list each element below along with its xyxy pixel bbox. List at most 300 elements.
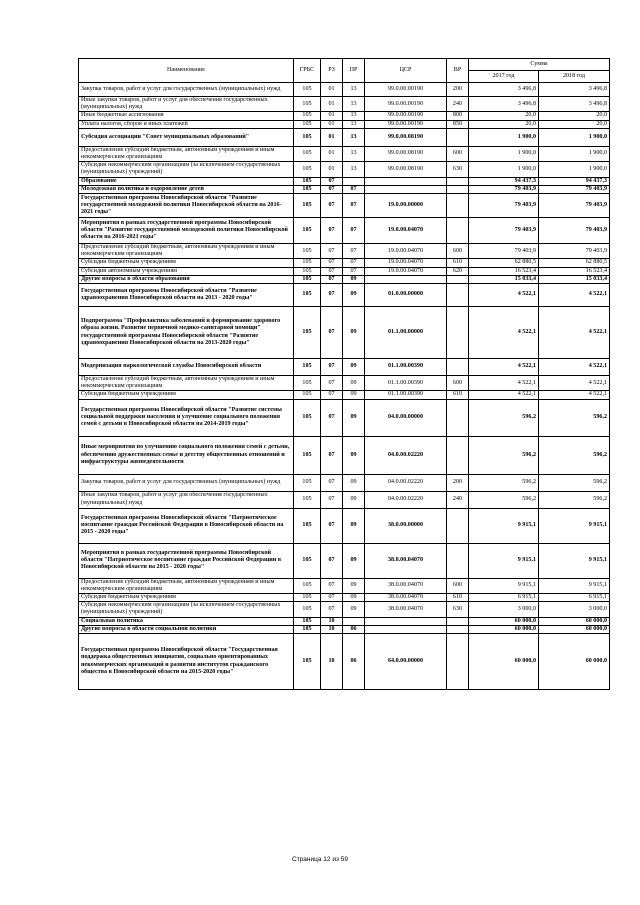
cell-sum-2018: 3 496,8: [539, 83, 610, 97]
table-row: [79, 359, 610, 376]
cell-rz: 07: [321, 474, 343, 491]
cell-pr: 07: [343, 259, 365, 267]
table-row: [79, 602, 610, 617]
cell-rz: 07: [321, 376, 343, 391]
cell-sum-2018: 9 915,1: [539, 543, 610, 578]
cell-vr: [447, 359, 469, 376]
cell-sum-2017: 60 000,0: [469, 634, 539, 690]
cell-name: Мероприятия в рамках государственной программы Новосибирской области "Развитие государственной молодежной политики Новосибирской области на 2016-2021 годы": [79, 218, 294, 244]
header-sum: Сумма: [469, 59, 610, 71]
cell-name: Субсидия ассоциации "Совет муниципальных образований": [79, 128, 294, 146]
cell-grbs: 105: [294, 625, 321, 633]
cell-sum-2017: 596,2: [469, 399, 539, 436]
cell-pr: 09: [343, 491, 365, 508]
cell-sum-2017: 4 522,1: [469, 359, 539, 376]
cell-sum-2017: 16 523,4: [469, 267, 539, 275]
cell-vr: [447, 128, 469, 146]
cell-pr: 07: [343, 267, 365, 275]
cell-grbs: 105: [294, 617, 321, 625]
cell-grbs: 105: [294, 399, 321, 436]
cell-sum-2018: 94 437,3: [539, 177, 610, 185]
cell-csr: 01.1.00.00000: [365, 307, 447, 359]
cell-grbs: 105: [294, 218, 321, 244]
cell-sum-2017: 1 900,0: [469, 146, 539, 161]
cell-grbs: 105: [294, 120, 321, 128]
cell-rz: 07: [321, 284, 343, 307]
cell-vr: [447, 508, 469, 543]
cell-vr: [447, 634, 469, 690]
cell-name: Государственная программа Новосибирской области "Государственная поддержка общественных инициатив, социально ориентированных некоммерческих организаций и развития институтов гражданского общества в Новосибирской области на 2015-2020 годы": [79, 634, 294, 690]
cell-name: Предоставление субсидий бюджетным, автономным учреждениям и иным некоммерческим организациям: [79, 244, 294, 259]
cell-rz: 07: [321, 267, 343, 275]
cell-vr: [447, 218, 469, 244]
cell-sum-2018: 16 523,4: [539, 267, 610, 275]
cell-sum-2018: 1 900,0: [539, 128, 610, 146]
cell-sum-2018: 4 522,1: [539, 284, 610, 307]
cell-sum-2018: 15 033,4: [539, 275, 610, 283]
cell-sum-2017: 62 880,5: [469, 259, 539, 267]
cell-csr: 04.0.00.02220: [365, 474, 447, 491]
cell-sum-2018: 3 496,8: [539, 97, 610, 112]
cell-rz: 01: [321, 120, 343, 128]
header-year-2018: 2018 год: [539, 71, 610, 83]
table-row: [79, 376, 610, 391]
table-row: [79, 617, 610, 625]
cell-sum-2017: 20,0: [469, 112, 539, 120]
cell-sum-2018: 3 000,0: [539, 602, 610, 617]
cell-sum-2017: 60 000,0: [469, 625, 539, 633]
cell-rz: 07: [321, 508, 343, 543]
cell-sum-2018: 1 900,0: [539, 146, 610, 161]
cell-sum-2017: 3 496,8: [469, 83, 539, 97]
cell-name: Иные закупки товаров, работ и услуг для обеспечения государственных (муниципальных) нужд: [79, 97, 294, 112]
cell-sum-2018: 6 915,1: [539, 594, 610, 602]
header-rz: РЗ: [321, 59, 343, 83]
cell-rz: 07: [321, 436, 343, 474]
cell-name: Государственная программа Новосибирской области "Патриотическое воспитание граждан Российской Федерации в Новосибирской области на 2015 - 2020 годы": [79, 508, 294, 543]
cell-sum-2018: 79 403,9: [539, 194, 610, 218]
budget-table-body: [79, 83, 610, 690]
cell-vr: [447, 194, 469, 218]
cell-grbs: 105: [294, 391, 321, 399]
cell-pr: 09: [343, 543, 365, 578]
cell-vr: [447, 284, 469, 307]
cell-rz: 07: [321, 578, 343, 593]
table-row: [79, 275, 610, 283]
table-row: [79, 284, 610, 307]
cell-name: Образование: [79, 177, 294, 185]
table-row: [79, 244, 610, 259]
cell-rz: 07: [321, 218, 343, 244]
cell-sum-2018: 20,0: [539, 112, 610, 120]
cell-csr: [365, 177, 447, 185]
cell-name: Иные бюджетные ассигнования: [79, 112, 294, 120]
cell-csr: [365, 625, 447, 633]
cell-rz: 07: [321, 259, 343, 267]
cell-vr: [447, 185, 469, 193]
cell-sum-2017: 4 522,1: [469, 391, 539, 399]
cell-vr: [447, 625, 469, 633]
cell-vr: 200: [447, 474, 469, 491]
cell-pr: 06: [343, 625, 365, 633]
cell-pr: 09: [343, 359, 365, 376]
header-csr: ЦСР: [365, 59, 447, 83]
cell-rz: 07: [321, 194, 343, 218]
cell-sum-2017: 79 403,9: [469, 244, 539, 259]
cell-vr: 600: [447, 578, 469, 593]
cell-grbs: 105: [294, 634, 321, 690]
cell-pr: 09: [343, 376, 365, 391]
cell-csr: 99.0.00.00190: [365, 120, 447, 128]
cell-pr: [343, 177, 365, 185]
cell-pr: 13: [343, 83, 365, 97]
table-row: [79, 391, 610, 399]
cell-csr: 04.0.00.02220: [365, 491, 447, 508]
cell-rz: 07: [321, 185, 343, 193]
cell-csr: 19.0.00.04070: [365, 218, 447, 244]
cell-rz: 10: [321, 634, 343, 690]
cell-name: Молодежная политика и оздоровление детей: [79, 185, 294, 193]
cell-sum-2017: 596,2: [469, 491, 539, 508]
header-year-2017: 2017 год: [469, 71, 539, 83]
cell-sum-2017: 1 900,0: [469, 128, 539, 146]
table-row: [79, 578, 610, 593]
cell-vr: 600: [447, 146, 469, 161]
cell-pr: 09: [343, 275, 365, 283]
cell-grbs: 105: [294, 128, 321, 146]
cell-sum-2018: 4 522,1: [539, 376, 610, 391]
cell-sum-2017: 596,2: [469, 436, 539, 474]
cell-sum-2017: 1 900,0: [469, 162, 539, 177]
cell-vr: 610: [447, 259, 469, 267]
cell-sum-2018: 4 522,1: [539, 307, 610, 359]
budget-table: [78, 58, 610, 690]
cell-sum-2017: 15 033,4: [469, 275, 539, 283]
cell-grbs: 105: [294, 594, 321, 602]
cell-name: Подпрограмма "Профилактика заболеваний и формирование здорового образа жизни. Развитие первичной медико-санитарной помощи" государственной программы Новосибирской области "Развитие здравоохранения Новосибирской области на 2013-2020 годы": [79, 307, 294, 359]
cell-name: Другие вопросы в области образования: [79, 275, 294, 283]
cell-csr: 99.0.00.00190: [365, 112, 447, 120]
table-row: [79, 474, 610, 491]
cell-csr: 38.0.00.04070: [365, 578, 447, 593]
cell-pr: 06: [343, 634, 365, 690]
cell-name: Социальная политика: [79, 617, 294, 625]
cell-pr: 13: [343, 120, 365, 128]
cell-vr: 800: [447, 112, 469, 120]
cell-csr: 38.0.00.00000: [365, 508, 447, 543]
cell-sum-2017: 79 403,9: [469, 194, 539, 218]
cell-sum-2017: 60 000,0: [469, 617, 539, 625]
cell-grbs: 105: [294, 436, 321, 474]
cell-sum-2017: 4 522,1: [469, 376, 539, 391]
cell-name: Субсидии бюджетным учреждениям: [79, 259, 294, 267]
cell-grbs: 105: [294, 146, 321, 161]
cell-sum-2017: 3 496,8: [469, 97, 539, 112]
cell-rz: 10: [321, 617, 343, 625]
cell-csr: [365, 185, 447, 193]
table-row: [79, 307, 610, 359]
cell-grbs: 105: [294, 359, 321, 376]
table-row: [79, 491, 610, 508]
cell-pr: 07: [343, 244, 365, 259]
cell-sum-2017: 4 522,1: [469, 307, 539, 359]
cell-rz: 07: [321, 391, 343, 399]
cell-name: Иные закупки товаров, работ и услуг для обеспечения государственных (муниципальных) нужд: [79, 491, 294, 508]
cell-grbs: 105: [294, 275, 321, 283]
cell-rz: 07: [321, 594, 343, 602]
cell-name: Предоставление субсидий бюджетным, автономным учреждениям и иным некоммерческим организациям: [79, 146, 294, 161]
cell-rz: 07: [321, 244, 343, 259]
cell-csr: [365, 617, 447, 625]
cell-name: Предоставление субсидий бюджетным, автономным учреждениям и иным некоммерческим организациям: [79, 376, 294, 391]
cell-vr: [447, 436, 469, 474]
cell-sum-2018: 9 915,1: [539, 578, 610, 593]
cell-name: Субсидии автономным учреждениям: [79, 267, 294, 275]
table-row: [79, 120, 610, 128]
header-vr: ВР: [447, 59, 469, 83]
cell-vr: 600: [447, 244, 469, 259]
cell-rz: 07: [321, 399, 343, 436]
cell-name: Закупка товаров, работ и услуг для государственных (муниципальных) нужд: [79, 83, 294, 97]
cell-name: Государственная программа Новосибирской области "Развитие здравоохранения Новосибирской области на 2013 - 2020 годы": [79, 284, 294, 307]
cell-grbs: 105: [294, 194, 321, 218]
cell-csr: 01.1.00.00390: [365, 376, 447, 391]
cell-sum-2018: 79 403,9: [539, 185, 610, 193]
cell-sum-2017: 79 403,9: [469, 218, 539, 244]
table-row: [79, 625, 610, 633]
cell-vr: [447, 307, 469, 359]
cell-pr: 07: [343, 218, 365, 244]
cell-sum-2017: 9 915,1: [469, 578, 539, 593]
cell-name: Субсидии некоммерческим организациям (за исключением государственных (муниципальных) учреждений): [79, 162, 294, 177]
table-row: [79, 543, 610, 578]
table-row: [79, 267, 610, 275]
cell-pr: 13: [343, 97, 365, 112]
cell-name: Предоставление субсидий бюджетным, автономным учреждениям и иным некоммерческим организациям: [79, 578, 294, 593]
cell-vr: 240: [447, 97, 469, 112]
cell-csr: 19.0.00.04070: [365, 267, 447, 275]
cell-sum-2018: 4 522,1: [539, 359, 610, 376]
cell-sum-2018: 4 522,1: [539, 391, 610, 399]
cell-vr: 600: [447, 376, 469, 391]
table-row: [79, 436, 610, 474]
cell-grbs: 105: [294, 185, 321, 193]
cell-grbs: 105: [294, 83, 321, 97]
cell-name: Государственная программа Новосибирской области "Развитие государственной молодежной политики Новосибирской области на 2016-2021 годы": [79, 194, 294, 218]
cell-pr: [343, 617, 365, 625]
cell-pr: 13: [343, 146, 365, 161]
cell-sum-2018: 1 900,0: [539, 162, 610, 177]
cell-vr: 610: [447, 594, 469, 602]
cell-rz: 10: [321, 625, 343, 633]
header-name: Наименование: [79, 59, 294, 83]
cell-csr: 38.0.00.04070: [365, 543, 447, 578]
cell-vr: 200: [447, 83, 469, 97]
cell-csr: 01.1.00.00390: [365, 391, 447, 399]
cell-rz: 01: [321, 97, 343, 112]
cell-csr: 99.0.00.08190: [365, 128, 447, 146]
cell-sum-2017: 3 000,0: [469, 602, 539, 617]
cell-sum-2017: 20,0: [469, 120, 539, 128]
cell-name: Субсидии некоммерческим организациям (за исключением государственных (муниципальных) учреждений): [79, 602, 294, 617]
cell-pr: 09: [343, 594, 365, 602]
cell-sum-2018: 596,2: [539, 474, 610, 491]
cell-grbs: 105: [294, 244, 321, 259]
cell-pr: 13: [343, 112, 365, 120]
cell-vr: 630: [447, 162, 469, 177]
cell-rz: 07: [321, 491, 343, 508]
cell-vr: [447, 399, 469, 436]
cell-sum-2018: 60 000,0: [539, 625, 610, 633]
cell-rz: 07: [321, 602, 343, 617]
cell-grbs: 105: [294, 267, 321, 275]
cell-csr: 99.0.00.08190: [365, 162, 447, 177]
cell-rz: 07: [321, 359, 343, 376]
cell-sum-2018: 596,2: [539, 399, 610, 436]
cell-grbs: 105: [294, 376, 321, 391]
cell-sum-2017: 9 915,1: [469, 508, 539, 543]
cell-sum-2017: 94 437,3: [469, 177, 539, 185]
cell-name: Другие вопросы в области социальной политики: [79, 625, 294, 633]
cell-sum-2018: 9 915,1: [539, 508, 610, 543]
cell-csr: 99.0.00.08190: [365, 146, 447, 161]
cell-vr: 610: [447, 391, 469, 399]
table-row: [79, 146, 610, 161]
cell-grbs: 105: [294, 578, 321, 593]
cell-vr: 240: [447, 491, 469, 508]
table-row: [79, 399, 610, 436]
cell-csr: 64.0.00.00000: [365, 634, 447, 690]
page-footer: Страница 12 из 59: [292, 856, 348, 863]
cell-rz: 07: [321, 543, 343, 578]
cell-csr: [365, 275, 447, 283]
table-row: [79, 177, 610, 185]
cell-pr: 09: [343, 391, 365, 399]
cell-pr: 09: [343, 474, 365, 491]
cell-sum-2018: 596,2: [539, 436, 610, 474]
cell-sum-2018: 79 403,9: [539, 244, 610, 259]
cell-pr: 09: [343, 602, 365, 617]
table-row: [79, 112, 610, 120]
cell-name: Иные мероприятия по улучшению социального положения семей с детьми, обеспечению дружественных семье и детству общественных отношений и инфраструктуры жизнедеятельности: [79, 436, 294, 474]
table-row: [79, 218, 610, 244]
table-row: [79, 185, 610, 193]
cell-grbs: 105: [294, 177, 321, 185]
cell-name: Государственная программа Новосибирской области "Развитие системы социальной поддержки населения и улучшение социального положения семей с детьми в Новосибирской области на 2014-2019 годы": [79, 399, 294, 436]
cell-grbs: 105: [294, 474, 321, 491]
budget-table-container: [78, 58, 609, 690]
cell-csr: 19.0.00.00000: [365, 194, 447, 218]
cell-sum-2017: 4 522,1: [469, 284, 539, 307]
cell-pr: 09: [343, 508, 365, 543]
cell-sum-2018: 60 000,0: [539, 617, 610, 625]
cell-vr: 630: [447, 602, 469, 617]
cell-pr: 07: [343, 185, 365, 193]
cell-vr: 850: [447, 120, 469, 128]
cell-pr: 09: [343, 399, 365, 436]
cell-sum-2017: 9 915,1: [469, 543, 539, 578]
table-row: [79, 162, 610, 177]
cell-rz: 07: [321, 307, 343, 359]
cell-csr: 99.0.00.00190: [365, 83, 447, 97]
cell-name: Мероприятия в рамках государственной программы Новосибирской области "Патриотическое воспитание граждан Российской Федерации в Новосибирской области на 2015 - 2020 годы": [79, 543, 294, 578]
cell-sum-2018: 79 403,9: [539, 218, 610, 244]
cell-csr: 19.0.00.04070: [365, 259, 447, 267]
cell-sum-2018: 62 880,5: [539, 259, 610, 267]
cell-csr: 99.0.00.00190: [365, 97, 447, 112]
cell-sum-2018: 596,2: [539, 491, 610, 508]
table-row: [79, 97, 610, 112]
cell-grbs: 105: [294, 97, 321, 112]
cell-grbs: 105: [294, 543, 321, 578]
cell-grbs: 105: [294, 112, 321, 120]
cell-rz: 07: [321, 177, 343, 185]
cell-sum-2018: 60 000,0: [539, 634, 610, 690]
cell-rz: 01: [321, 112, 343, 120]
cell-name: Закупка товаров, работ и услуг для государственных (муниципальных) нужд: [79, 474, 294, 491]
table-row: [79, 194, 610, 218]
table-row: [79, 594, 610, 602]
cell-pr: 09: [343, 578, 365, 593]
header-grbs: ГРБС: [294, 59, 321, 83]
table-row: [79, 259, 610, 267]
cell-grbs: 105: [294, 491, 321, 508]
table-row: [79, 83, 610, 97]
cell-grbs: 105: [294, 162, 321, 177]
cell-vr: [447, 617, 469, 625]
cell-csr: 04.0.00.02220: [365, 436, 447, 474]
cell-sum-2018: 20,0: [539, 120, 610, 128]
cell-pr: 09: [343, 307, 365, 359]
cell-csr: 19.0.00.04070: [365, 244, 447, 259]
cell-pr: 13: [343, 128, 365, 146]
cell-name: Модернизация наркологической службы Новосибирской области: [79, 359, 294, 376]
cell-vr: 620: [447, 267, 469, 275]
table-row: [79, 508, 610, 543]
cell-sum-2017: 6 915,1: [469, 594, 539, 602]
table-row: [79, 634, 610, 690]
cell-grbs: 105: [294, 284, 321, 307]
cell-rz: 01: [321, 83, 343, 97]
cell-grbs: 105: [294, 307, 321, 359]
cell-grbs: 105: [294, 259, 321, 267]
cell-csr: 38.0.00.04070: [365, 594, 447, 602]
cell-vr: [447, 275, 469, 283]
cell-vr: [447, 177, 469, 185]
cell-rz: 01: [321, 146, 343, 161]
header-pr: ПР: [343, 59, 365, 83]
cell-grbs: 105: [294, 508, 321, 543]
cell-pr: 09: [343, 436, 365, 474]
table-row: [79, 128, 610, 146]
cell-rz: 01: [321, 162, 343, 177]
cell-name: Субсидии бюджетным учреждениям: [79, 594, 294, 602]
cell-csr: 38.0.00.04070: [365, 602, 447, 617]
cell-rz: 07: [321, 275, 343, 283]
cell-grbs: 105: [294, 602, 321, 617]
cell-name: Субсидии бюджетным учреждениям: [79, 391, 294, 399]
cell-sum-2017: 79 403,9: [469, 185, 539, 193]
cell-csr: 01.0.00.00000: [365, 284, 447, 307]
cell-rz: 01: [321, 128, 343, 146]
cell-name: Уплата налогов, сборов и иных платежей: [79, 120, 294, 128]
cell-pr: 09: [343, 284, 365, 307]
cell-csr: 01.1.00.00390: [365, 359, 447, 376]
cell-vr: [447, 543, 469, 578]
cell-sum-2017: 596,2: [469, 474, 539, 491]
cell-csr: 04.0.00.00000: [365, 399, 447, 436]
cell-pr: 13: [343, 162, 365, 177]
